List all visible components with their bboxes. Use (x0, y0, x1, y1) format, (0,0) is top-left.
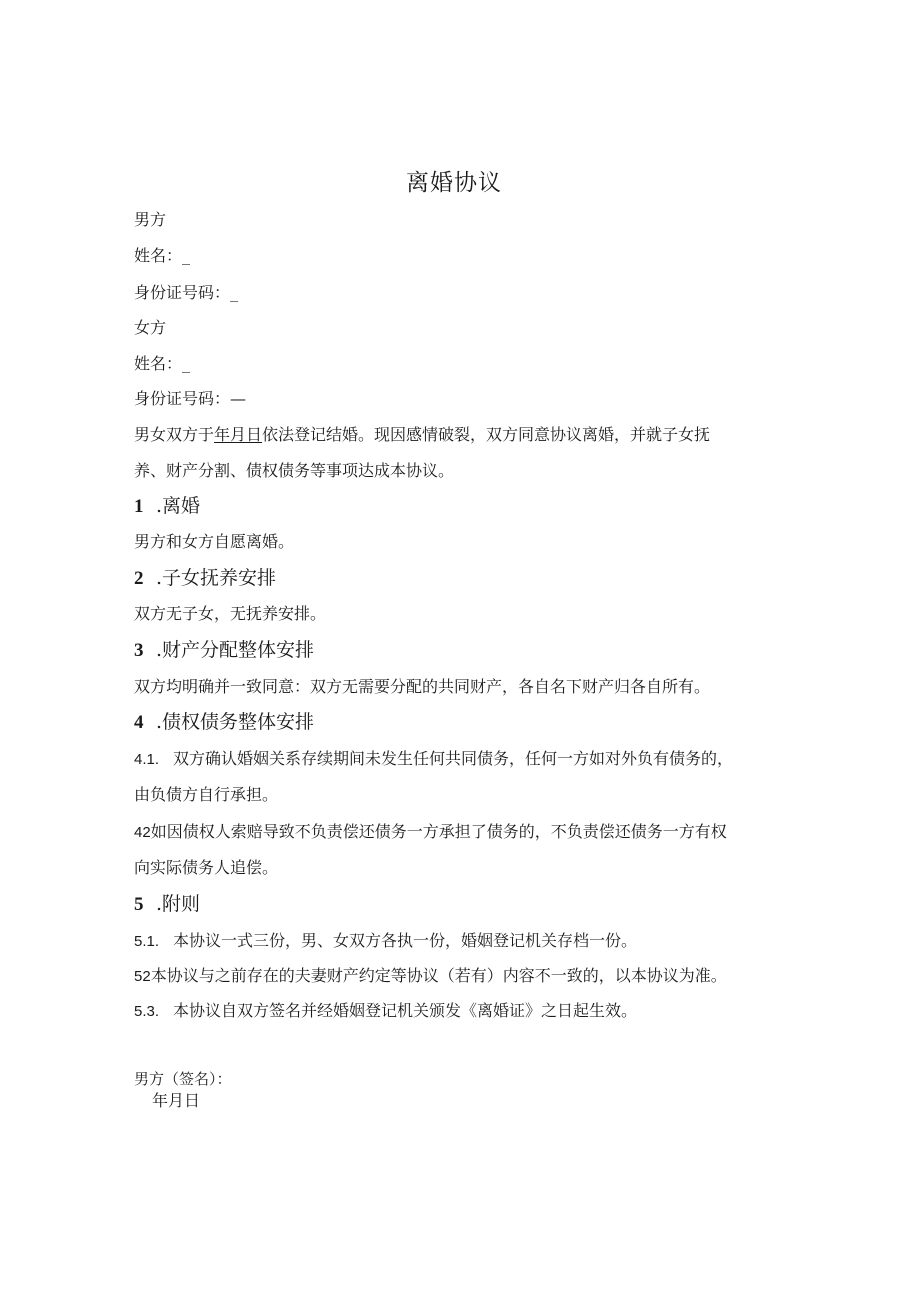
section-heading-3 (134, 635, 314, 662)
clause-4-2-line2: 向实际债务人追偿。 (134, 858, 279, 877)
clause-text: 本协议自双方签名并经婚姻登记机关颁发《离婚证》之日起生效。 (173, 1001, 638, 1020)
signature-date: 年月日 (152, 1091, 201, 1110)
clause-number: 5.3. (134, 1003, 160, 1020)
clause-4-2-line1 (134, 819, 727, 842)
intro-paragraph-line2: 养、财产分割、债权债务等事项达成本协议。 (134, 461, 455, 480)
clause-number: 5.1. (134, 933, 160, 950)
clause-4-1-line2: 由负债方自行承担。 (134, 785, 279, 804)
section-heading-5 (134, 889, 200, 916)
clause-5-3 (134, 998, 637, 1021)
section-number: 3 (134, 640, 144, 661)
marriage-date-field: 年月日 (214, 425, 263, 444)
section-1-body: 男方和女方自愿离婚。 (134, 532, 295, 551)
clause-text: 本协议与之前存在的夫妻财产约定等协议（若有）内容不一致的，以本协议为准。 (150, 966, 727, 985)
female-name-field: 姓名：_ (134, 354, 191, 373)
female-party-label: 女方 (134, 318, 167, 337)
clause-number: 42 (134, 824, 151, 841)
section-number: 5 (134, 894, 144, 915)
section-title: .子女抚养安排 (156, 567, 277, 589)
clause-5-1 (134, 928, 637, 951)
male-name-field: 姓名：_ (134, 246, 191, 265)
male-signature-label: 男方（签名）： (134, 1070, 232, 1088)
intro-prefix: 男女双方于 (134, 425, 215, 444)
section-2-body: 双方无子女，无抚养安排。 (134, 604, 327, 623)
clause-number: 52 (134, 968, 151, 985)
section-heading-2 (134, 563, 276, 590)
section-title: .债权债务整体安排 (156, 711, 315, 733)
section-number: 2 (134, 568, 144, 589)
intro-paragraph-line1 (134, 422, 710, 445)
clause-text: 如因债权人索赔导致不负责偿还债务一方承担了债务的，不负责偿还债务一方有权 (150, 822, 727, 841)
document-title: 离婚协议 (406, 170, 502, 196)
section-title: .附则 (156, 893, 201, 915)
intro-suffix: 依法登记结婚。现因感情破裂，双方同意协议离婚，并就子女抚 (262, 425, 711, 444)
clause-number: 4.1. (134, 751, 160, 768)
female-id-field: 身份证号码：— (134, 389, 247, 408)
section-title: .财产分配整体安排 (156, 639, 315, 661)
clause-text: 双方确认婚姻关系存续期间未发生任何共同债务，任何一方如对外负有债务的， (173, 749, 734, 768)
male-party-label: 男方 (134, 210, 167, 229)
clause-5-2 (134, 963, 727, 986)
section-title: .离婚 (156, 495, 201, 517)
section-number: 4 (134, 712, 144, 733)
section-heading-1 (134, 491, 200, 518)
section-number: 1 (134, 496, 144, 517)
section-3-body: 双方均明确并一致同意：双方无需要分配的共同财产，各自名下财产归各自所有。 (134, 677, 711, 696)
clause-4-1-line1 (134, 746, 733, 769)
clause-text: 本协议一式三份，男、女双方各执一份，婚姻登记机关存档一份。 (173, 931, 638, 950)
section-heading-4 (134, 707, 314, 734)
male-id-field: 身份证号码：_ (134, 283, 239, 302)
